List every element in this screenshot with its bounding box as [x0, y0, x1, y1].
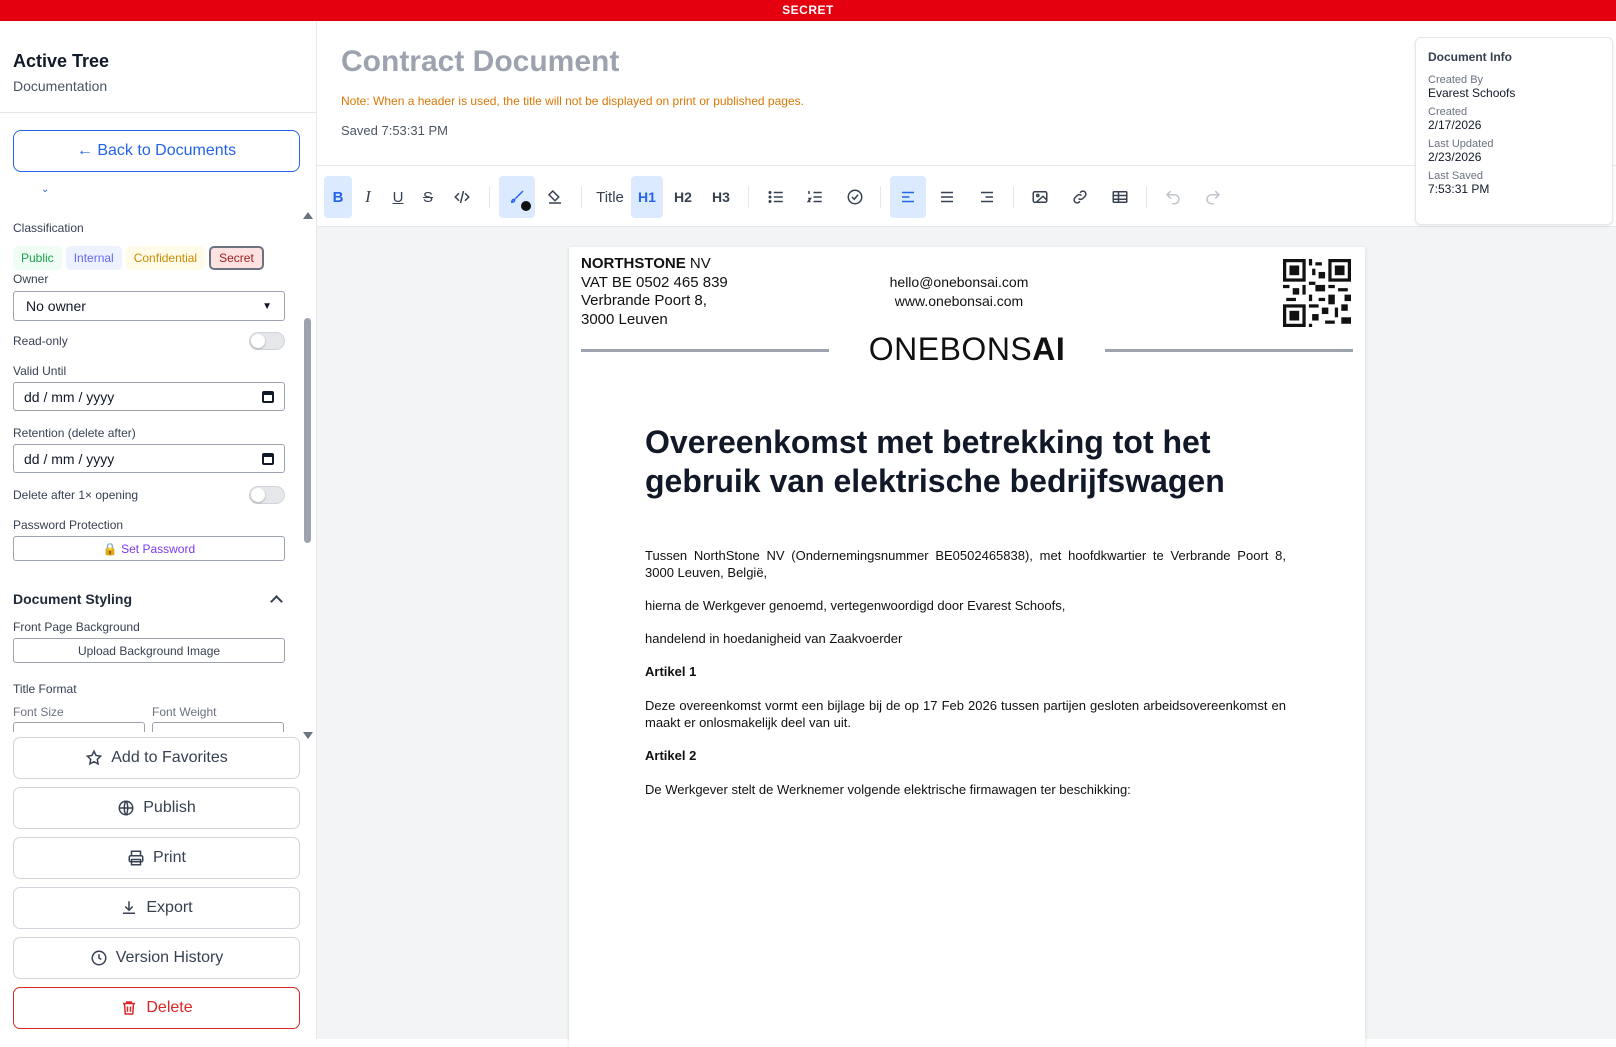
workspace-subtitle: Documentation — [13, 78, 108, 94]
code-icon — [453, 188, 471, 206]
paragraph[interactable]: Deze overeenkomst vormt een bijlage bij de op 17 Feb 2026 tussen partijen gesloten arbeidsovereenkomst en maakt er onlosmakelijk deel van uit. — [645, 698, 1286, 730]
created-by-label: Created By — [1428, 74, 1484, 86]
bullet-list-icon — [767, 188, 785, 206]
company-street: Verbrande Poort 8, — [581, 292, 707, 309]
retention-input[interactable] — [13, 444, 285, 473]
underline-button[interactable] — [384, 176, 412, 218]
chevron-up-icon — [270, 595, 283, 608]
redo-icon — [1204, 188, 1222, 206]
qr-code-icon — [1283, 259, 1351, 327]
trash-icon — [120, 999, 138, 1017]
clock-icon — [90, 949, 108, 967]
title-style-label: Title — [596, 188, 624, 206]
document-canvas — [317, 227, 1616, 1039]
delete-button[interactable] — [13, 987, 300, 1029]
chevron-down-icon: ▼ — [262, 300, 272, 312]
ordered-list-button[interactable] — [799, 176, 831, 218]
toolbar-separator — [489, 186, 490, 208]
print-label: Print — [153, 849, 186, 866]
document-page[interactable] — [569, 247, 1365, 1047]
classification-public[interactable]: Public — [13, 246, 62, 270]
last-updated-value: 2/23/2026 — [1428, 150, 1482, 164]
h3-button[interactable] — [705, 176, 737, 218]
article-heading[interactable]: Artikel 1 — [645, 664, 697, 679]
highlighter-icon — [546, 188, 564, 206]
toolbar-separator — [880, 186, 881, 208]
set-password-button[interactable]: 🔒 Set Password — [13, 536, 285, 561]
classification-options — [13, 246, 264, 270]
toolbar-separator — [748, 186, 749, 208]
export-button[interactable] — [13, 887, 300, 929]
last-saved-value: 7:53:31 PM — [1428, 182, 1490, 196]
redo-button[interactable] — [1197, 176, 1229, 218]
owner-value: No owner — [26, 298, 86, 314]
front-bg-label: Front Page Background — [13, 620, 140, 634]
font-weight-input[interactable] — [152, 722, 284, 732]
bold-button[interactable] — [324, 176, 352, 218]
last-updated-label: Last Updated — [1428, 138, 1494, 150]
strikethrough-icon: S — [422, 188, 433, 206]
classification-internal[interactable]: Internal — [66, 246, 122, 270]
back-to-documents-button[interactable]: ← Back to Documents — [13, 130, 300, 172]
toolbar-separator — [1013, 186, 1014, 208]
sidebar — [0, 21, 317, 1039]
valid-until-placeholder: dd / mm / yyyy — [24, 388, 115, 405]
header-rule-left — [581, 349, 829, 352]
logo-text-bold: AI — [1032, 331, 1066, 367]
owner-label: Owner — [13, 272, 49, 286]
header-rule-right — [1105, 349, 1353, 352]
image-icon — [1031, 188, 1049, 206]
toolbar-separator — [581, 186, 582, 208]
header-note: Note: When a header is used, the title will not be displayed on print or published pages. — [341, 94, 804, 108]
document-info-panel — [1415, 37, 1613, 225]
italic-button[interactable] — [354, 176, 382, 218]
calendar-icon[interactable] — [262, 453, 274, 465]
saved-status: Saved 7:53:31 PM — [341, 123, 448, 138]
h2-label: H2 — [674, 189, 692, 205]
scroll-up-arrow-icon[interactable] — [303, 212, 313, 219]
scrollbar-thumb[interactable] — [304, 318, 311, 543]
highlight-button[interactable] — [539, 176, 571, 218]
bullet-list-button[interactable] — [760, 176, 792, 218]
globe-icon — [117, 799, 135, 817]
classification-banner: SECRET — [0, 0, 1616, 21]
valid-until-input[interactable] — [13, 382, 285, 411]
font-size-label: Font Size — [13, 705, 64, 719]
title-format-label: Title Format — [13, 682, 77, 696]
align-left-icon — [899, 188, 917, 206]
undo-icon — [1164, 188, 1182, 206]
document-styling-heading: Document Styling — [13, 591, 133, 607]
readonly-toggle[interactable] — [249, 332, 285, 350]
undo-button[interactable] — [1157, 176, 1189, 218]
font-weight-label: Font Weight — [152, 705, 217, 719]
align-center-icon — [938, 188, 956, 206]
printer-icon — [127, 849, 145, 867]
article-heading[interactable]: Artikel 2 — [645, 748, 697, 763]
task-list-button[interactable] — [839, 176, 871, 218]
add-to-favorites-button[interactable] — [13, 737, 300, 779]
align-right-icon — [978, 188, 996, 206]
h2-button[interactable] — [667, 176, 699, 218]
publish-label: Publish — [143, 799, 196, 816]
check-circle-icon — [846, 188, 864, 206]
favorites-label: Add to Favorites — [111, 749, 228, 766]
password-label: Password Protection — [13, 518, 124, 532]
strikethrough-button[interactable] — [414, 176, 442, 218]
ordered-list-icon — [806, 188, 824, 206]
code-button[interactable] — [446, 176, 478, 218]
collapsed-chevron-icon: ⌄ — [41, 186, 50, 195]
insert-table-button[interactable] — [1104, 176, 1136, 218]
color-dot-icon — [521, 201, 531, 211]
publish-button[interactable] — [13, 787, 300, 829]
settings-panel[interactable] — [0, 186, 316, 743]
table-icon — [1111, 188, 1129, 206]
document-info-heading: Document Info — [1428, 50, 1512, 64]
paragraph[interactable]: handelend in hoedanigheid van Zaakvoerder — [645, 631, 903, 646]
classification-confidential[interactable]: Confidential — [126, 246, 205, 270]
print-button[interactable] — [13, 837, 300, 879]
font-size-input[interactable] — [13, 722, 145, 732]
classification-secret[interactable]: Secret — [209, 246, 264, 270]
star-icon — [85, 749, 103, 767]
company-suffix: NV — [685, 255, 711, 272]
created-by-value: Evarest Schoofs — [1428, 86, 1516, 100]
bold-icon: B — [332, 188, 344, 206]
delete-after-open-toggle[interactable] — [249, 486, 285, 504]
contact-email: hello@onebonsai.com — [889, 274, 1029, 290]
sidebar-divider — [0, 112, 316, 113]
created-value: 2/17/2026 — [1428, 118, 1482, 132]
contact-website: www.onebonsai.com — [894, 292, 1024, 309]
italic-icon: I — [365, 187, 371, 206]
scroll-down-arrow-icon[interactable] — [303, 732, 313, 739]
upload-background-button[interactable]: Upload Background Image — [13, 638, 285, 663]
toolbar-separator — [1146, 186, 1147, 208]
document-heading[interactable]: Overeenkomst met betrekking tot het gebruik van elektrische bedrijfswagen — [645, 424, 1225, 499]
owner-select[interactable] — [13, 291, 285, 321]
text-color-button[interactable] — [499, 176, 535, 218]
workspace-title: Active Tree — [13, 51, 110, 71]
delete-after-open-label: Delete after 1× opening — [13, 488, 139, 502]
company-logo — [839, 331, 1095, 368]
retention-placeholder: dd / mm / yyyy — [24, 450, 115, 467]
link-icon — [1071, 188, 1089, 206]
last-saved-label: Last Saved — [1428, 170, 1484, 182]
insert-image-button[interactable] — [1024, 176, 1056, 218]
export-label: Export — [146, 899, 193, 916]
readonly-label: Read-only — [13, 334, 68, 348]
underline-icon: U — [392, 188, 404, 206]
h1-label: H1 — [638, 189, 656, 205]
sidebar-header — [13, 51, 109, 94]
align-center-button[interactable] — [931, 176, 963, 218]
version-history-button[interactable] — [13, 937, 300, 979]
company-city: 3000 Leuven — [581, 310, 668, 328]
paragraph[interactable]: Tussen NorthStone NV (Ondernemingsnummer BE0502465838), met hoofdkwartier te Verbrande Poort 8, 3000 Leuven, België, — [645, 548, 1286, 580]
company-name: NORTHSTONE — [581, 255, 686, 272]
logo-text: ONEBONS — [868, 331, 1033, 367]
classification-label: Classification — [13, 221, 84, 235]
version-history-label: Version History — [115, 949, 224, 966]
delete-label: Delete — [146, 999, 193, 1016]
company-vat: VAT BE 0502 465 839 — [581, 273, 728, 291]
retention-label: Retention (delete after) — [13, 426, 136, 440]
calendar-icon[interactable] — [262, 391, 274, 403]
title-style-button[interactable] — [591, 176, 629, 218]
h3-label: H3 — [712, 189, 730, 205]
valid-until-label: Valid Until — [13, 364, 67, 378]
align-right-button[interactable] — [971, 176, 1003, 218]
document-styling-header[interactable] — [13, 591, 285, 607]
paragraph[interactable]: hierna de Werkgever genoemd, vertegenwoordigd door Evarest Schoofs, — [645, 598, 1066, 613]
contact-block — [869, 273, 1049, 310]
insert-link-button[interactable] — [1064, 176, 1096, 218]
paragraph[interactable]: De Werkgever stelt de Werknemer volgende elektrische firmawagen ter beschikking: — [645, 782, 1131, 797]
created-label: Created — [1428, 106, 1468, 118]
align-left-button[interactable] — [890, 176, 926, 218]
h1-button[interactable] — [631, 176, 663, 218]
download-icon — [120, 899, 138, 917]
document-title[interactable]: Contract Document — [341, 45, 620, 78]
company-address-block — [581, 255, 728, 329]
